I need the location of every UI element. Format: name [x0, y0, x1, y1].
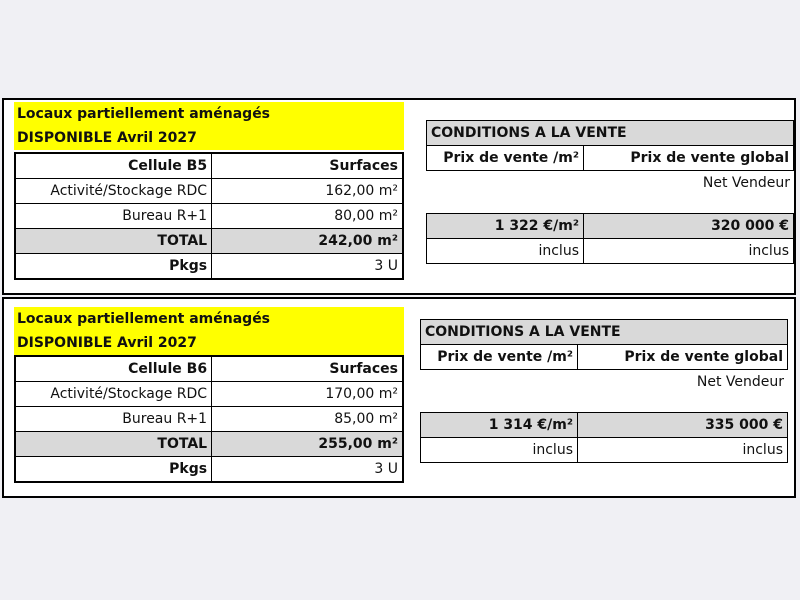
inclus-2: inclus	[584, 239, 794, 264]
cellule-label: Cellule B5	[15, 153, 212, 179]
header-line-2: DISPONIBLE Avril 2027	[17, 335, 197, 351]
table-row	[15, 204, 403, 229]
total-row	[15, 229, 403, 254]
inclus-1: inclus	[421, 438, 578, 463]
table-header-row	[15, 153, 403, 179]
price-m2-value: 1 314 €/m²	[421, 413, 578, 438]
cellule-label: Cellule B6	[15, 356, 212, 382]
conditions-block	[420, 319, 790, 463]
property-panel-b6	[2, 297, 796, 498]
pkgs-label: Pkgs	[15, 254, 212, 280]
total-value: 242,00 m²	[212, 229, 403, 254]
inclus-row	[427, 239, 794, 264]
price-row	[427, 214, 794, 239]
price-global-value: 320 000 €	[584, 214, 794, 239]
total-label: TOTAL	[15, 432, 212, 457]
total-label: TOTAL	[15, 229, 212, 254]
header-line-2: DISPONIBLE Avril 2027	[17, 130, 197, 146]
table-row	[15, 407, 403, 432]
table-row	[15, 179, 403, 204]
conditions-title: CONDITIONS A LA VENTE	[427, 121, 794, 146]
row-label: Bureau R+1	[15, 204, 212, 229]
inclus-2: inclus	[578, 438, 788, 463]
conditions-col-row	[427, 146, 794, 171]
total-row	[15, 432, 403, 457]
surfaces-label: Surfaces	[212, 153, 403, 179]
pkgs-value: 3 U	[212, 457, 403, 483]
price-global-header: Prix de vente global	[578, 345, 788, 370]
price-m2-value: 1 322 €/m²	[427, 214, 584, 239]
conditions-header-table	[420, 319, 788, 370]
header-line-1: Locaux partiellement aménagés	[17, 106, 271, 122]
pkgs-row	[15, 457, 403, 483]
surfaces-table	[14, 355, 404, 483]
price-m2-header: Prix de vente /m²	[427, 146, 584, 171]
row-label: Bureau R+1	[15, 407, 212, 432]
conditions-title: CONDITIONS A LA VENTE	[421, 320, 788, 345]
price-row	[421, 413, 788, 438]
table-header-row	[15, 356, 403, 382]
table-row	[15, 382, 403, 407]
pkgs-label: Pkgs	[15, 457, 212, 483]
surfaces-table	[14, 152, 404, 280]
row-value: 170,00 m²	[212, 382, 403, 407]
net-vendeur-note: Net Vendeur	[696, 374, 784, 390]
total-value: 255,00 m²	[212, 432, 403, 457]
inclus-1: inclus	[427, 239, 584, 264]
pkgs-value: 3 U	[212, 254, 403, 280]
conditions-col-row	[421, 345, 788, 370]
surfaces-label: Surfaces	[212, 356, 403, 382]
inclus-row	[421, 438, 788, 463]
row-value: 85,00 m²	[212, 407, 403, 432]
conditions-values-table	[420, 412, 788, 463]
row-label: Activité/Stockage RDC	[15, 382, 212, 407]
row-value: 80,00 m²	[212, 204, 403, 229]
price-global-header: Prix de vente global	[584, 146, 794, 171]
net-vendeur-note: Net Vendeur	[702, 175, 790, 191]
conditions-block	[426, 120, 796, 264]
conditions-header-table	[426, 120, 794, 171]
availability-header	[14, 102, 404, 150]
row-label: Activité/Stockage RDC	[15, 179, 212, 204]
availability-header	[14, 307, 404, 355]
conditions-values-table	[426, 213, 794, 264]
pkgs-row	[15, 254, 403, 280]
property-panel-b5	[2, 98, 796, 295]
conditions-title-row	[427, 121, 794, 146]
price-m2-header: Prix de vente /m²	[421, 345, 578, 370]
header-line-1: Locaux partiellement aménagés	[17, 311, 271, 327]
row-value: 162,00 m²	[212, 179, 403, 204]
price-global-value: 335 000 €	[578, 413, 788, 438]
conditions-title-row	[421, 320, 788, 345]
